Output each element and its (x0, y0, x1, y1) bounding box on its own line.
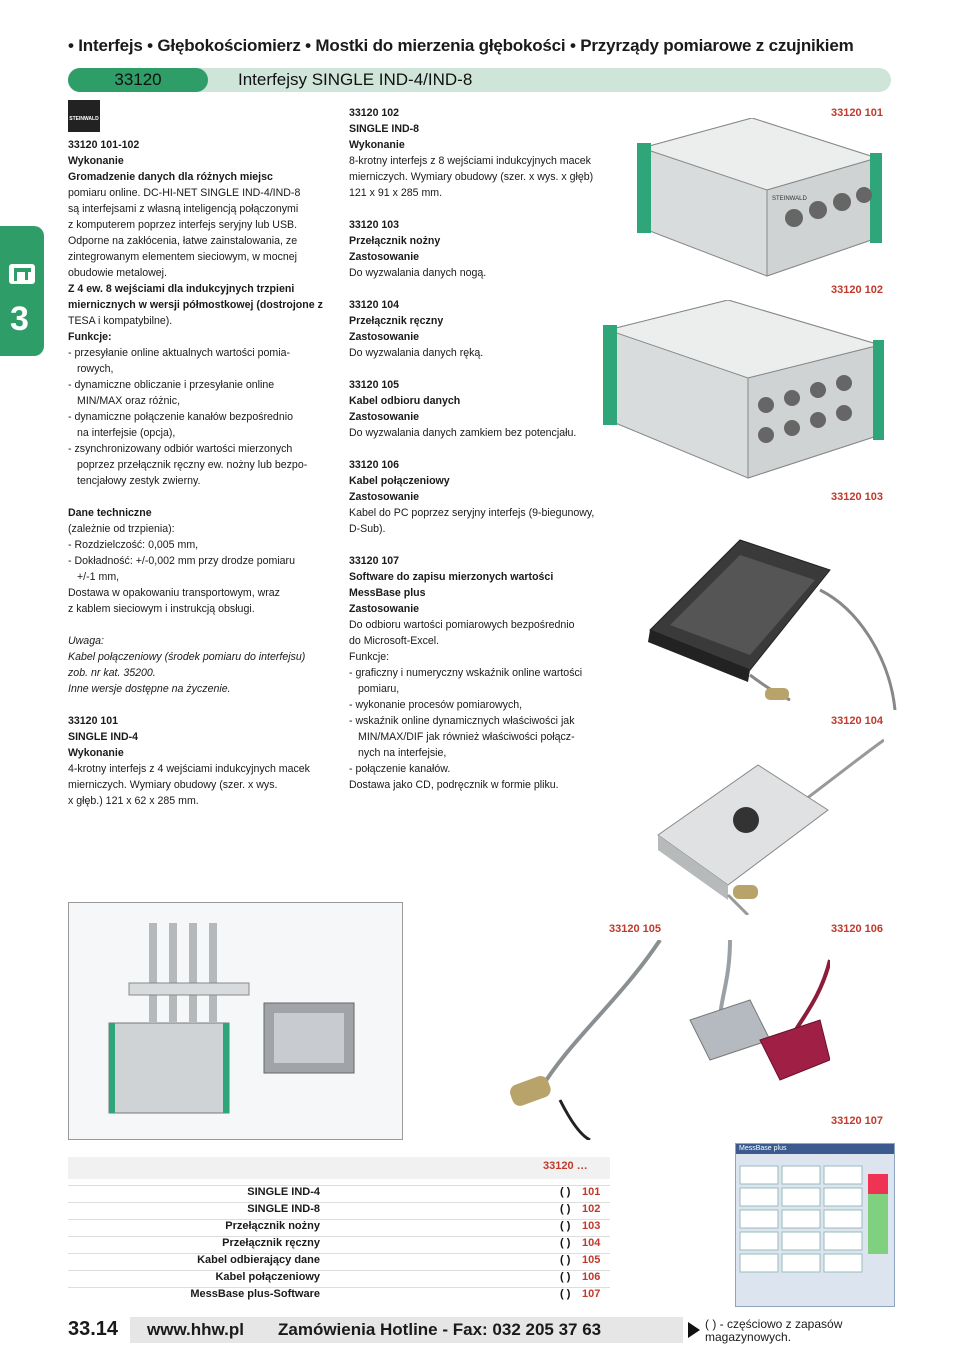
text-line: 33120 104 (349, 299, 400, 311)
text-line: - dynamiczne połączenie kanałów bezpośrednio (68, 411, 293, 423)
table-row (68, 1185, 610, 1202)
text-line: MIN/MAX oraz różnic, (77, 395, 181, 407)
text-line: Przełącznik ręczny (349, 315, 444, 327)
text-line: mierniczych. Wymiary obudowy (szer. x wys. (68, 779, 278, 791)
text-line: nych na interfejsie, (358, 747, 447, 759)
text-line: 4-krotny interfejs z 4 wejściami indukcyjnych macek (68, 763, 310, 775)
table-header: 33120 … (543, 1160, 588, 1172)
text-line: MIN/MAX/DIF jak również właściwości połącz- (358, 731, 575, 743)
row-name: Kabel odbierający dane (197, 1254, 320, 1266)
table-row (68, 1202, 610, 1219)
text-line (349, 537, 629, 553)
text-line: Przełącznik nożny (349, 235, 441, 247)
label-33120-106: 33120 106 (831, 923, 883, 935)
text-line: obudowie metalowej. (68, 267, 167, 279)
text-line: Uwaga: (68, 635, 104, 647)
chapter-number: 3 (10, 300, 29, 338)
text-line: Dostawa jako CD, podręcznik w formie pliku. (349, 779, 559, 791)
row-code: 105 (582, 1254, 601, 1266)
label-33120-105: 33120 105 (609, 923, 661, 935)
row-stock: ( ) (560, 1220, 571, 1232)
lab-setup-illustration (68, 902, 403, 1140)
row-stock: ( ) (560, 1271, 571, 1283)
label-33120-107: 33120 107 (831, 1115, 883, 1127)
row-stock: ( ) (560, 1186, 571, 1198)
text-line: 33120 103 (349, 219, 400, 231)
text-line: zob. nr kat. 35200. (68, 667, 156, 679)
banner-code: 33120 (68, 68, 208, 92)
row-code: 104 (582, 1237, 601, 1249)
text-line: Zastosowanie (349, 411, 420, 423)
row-code: 101 (582, 1186, 601, 1198)
text-line: MessBase plus (349, 587, 426, 599)
screenshot-titlebar: MessBase plus (736, 1144, 894, 1154)
label-33120-102: 33120 102 (831, 284, 883, 296)
row-name: Przełącznik nożny (225, 1220, 320, 1232)
text-line: Wykonanie (68, 747, 124, 759)
text-line: Gromadzenie danych dla różnych miejsc (68, 171, 273, 183)
text-line: x głęb.) 121 x 62 x 285 mm. (68, 795, 199, 807)
text-line: - przesyłanie online aktualnych wartości pomia- (68, 347, 290, 359)
text-line: - graficzny i numeryczny wskaźnik online wartości (349, 667, 583, 679)
text-line: z kablem sieciowym i instrukcją obsługi. (68, 603, 255, 615)
text-line: Odporne na zakłócenia, łatwe zainstalowania, ze (68, 235, 298, 247)
row-stock: ( ) (560, 1288, 571, 1300)
data-cables-image (500, 940, 830, 1140)
row-name: Przełącznik ręczny (222, 1237, 320, 1249)
text-line: z komputerem poprzez interfejs seryjny lub USB. (68, 219, 298, 231)
text-line: Funkcje: (349, 651, 390, 663)
footer-note-line1: ( ) - częściowo z zapasów (705, 1317, 843, 1331)
text-line: - Rozdzielczość: 0,005 mm, (68, 539, 199, 551)
text-line (68, 617, 333, 633)
text-line: TESA i kompatybilne). (68, 315, 173, 327)
text-line: SINGLE IND-8 (349, 123, 420, 135)
text-line: Do odbioru wartości pomiarowych bezpośrednio (349, 619, 575, 631)
banner-title: Interfejsy SINGLE IND-4/IND-8 (238, 70, 473, 89)
left-text-column (68, 137, 333, 809)
table-row (68, 1270, 610, 1287)
table-row (68, 1253, 610, 1270)
messbase-screenshot (735, 1143, 895, 1307)
text-line: Inne wersje dostępne na życzenie. (68, 683, 231, 695)
text-line: Do wyzwalania danych ręką. (349, 347, 484, 359)
text-line: Kabel odbioru danych (349, 395, 461, 407)
label-33120-103: 33120 103 (831, 491, 883, 503)
text-line: rowych, (77, 363, 114, 375)
order-table (68, 1185, 610, 1305)
footer-note-line2: magazynowych. (705, 1330, 792, 1344)
text-line: Software do zapisu mierzonych wartości (349, 571, 554, 583)
text-line: są interfejsami z własną inteligencją połączonymi (68, 203, 299, 215)
label-33120-104: 33120 104 (831, 715, 883, 727)
text-line: SINGLE IND-4 (68, 731, 139, 743)
arrow-right-icon (688, 1322, 700, 1338)
text-line: - zsynchronizowany odbiór wartości mierzonych (68, 443, 293, 455)
text-line: - wykonanie procesów pomiarowych, (349, 699, 523, 711)
text-line: Z 4 ew. 8 wejściami dla indukcyjnych trzpieni (68, 283, 295, 295)
text-line: Zastosowanie (349, 491, 420, 503)
text-line: 33120 101 (68, 715, 119, 727)
row-name: SINGLE IND-8 (247, 1203, 320, 1215)
text-line: Kabel połączeniowy (środek pomiaru do interfejsu) (68, 651, 306, 663)
footer-hotline: Zamówienia Hotline - Fax: 032 205 37 63 (278, 1320, 602, 1339)
hand-switch-image (648, 735, 884, 915)
text-line: Do wyzwalania danych nogą. (349, 267, 487, 279)
text-line: mierniczych. Wymiary obudowy (szer. x wys. x głęb) (349, 171, 594, 183)
text-line: miernicznych w wersji półmostkowej (dostrojone z (68, 299, 323, 311)
text-line: Kabel połączeniowy (349, 475, 450, 487)
text-line: Zastosowanie (349, 603, 420, 615)
footer-website-link[interactable]: www.hhw.pl (147, 1320, 244, 1339)
table-row (68, 1287, 610, 1304)
table-row (68, 1236, 610, 1253)
text-line (349, 361, 629, 377)
row-stock: ( ) (560, 1254, 571, 1266)
label-33120-101: 33120 101 (831, 107, 883, 119)
row-code: 106 (582, 1271, 601, 1283)
text-line: (zależnie od trzpienia): (68, 523, 175, 535)
text-line: 121 x 91 x 285 mm. (349, 187, 443, 199)
text-line: - wskaźnik online dynamicznych właściwości jak (349, 715, 575, 727)
text-line: 33120 105 (349, 379, 400, 391)
text-line: na interfejsie (opcja), (77, 427, 176, 439)
row-name: SINGLE IND-4 (247, 1186, 320, 1198)
text-line: pomiaru online. DC-HI-NET SINGLE IND-4/IND-8 (68, 187, 301, 199)
text-line: - Dokładność: +/-0,002 mm przy drodze pomiaru (68, 555, 295, 567)
table-row (68, 1219, 610, 1236)
header-breadcrumb: • Interfejs • Głębokościomierz • Mostki do mierzenia głębokości • Przyrządy pomiarowe z czujnikiem (68, 36, 854, 55)
text-line (349, 441, 629, 457)
logo-text: STEINWALD (69, 116, 99, 122)
row-code: 107 (582, 1288, 601, 1300)
steinwald-logo (68, 100, 100, 132)
text-line (68, 489, 333, 505)
text-line: 33120 107 (349, 555, 400, 567)
text-line: Funkcje: (68, 331, 112, 343)
row-name: Kabel połączeniowy (215, 1271, 320, 1283)
row-code: 102 (582, 1203, 601, 1215)
footer-note (705, 1318, 842, 1344)
page-number: 33.14 (68, 1318, 119, 1340)
text-line: Dostawa w opakowaniu transportowym, wraz (68, 587, 280, 599)
text-line: Wykonanie (68, 155, 124, 167)
middle-text-column (349, 105, 629, 793)
ind4-device-image (632, 118, 882, 278)
text-line: Kabel do PC poprzez seryjny interfejs (9-biegunowy, (349, 507, 595, 519)
text-line: Zastosowanie (349, 251, 420, 263)
text-line (349, 281, 629, 297)
text-line: pomiaru, (358, 683, 400, 695)
text-line: poprzez przełącznik ręczny ew. nożny lub bezpo- (77, 459, 308, 471)
text-line: Zastosowanie (349, 331, 420, 343)
text-line: +/-1 mm, (77, 571, 120, 583)
row-code: 103 (582, 1220, 601, 1232)
row-name: MessBase plus-Software (190, 1288, 320, 1300)
text-line (68, 697, 333, 713)
row-stock: ( ) (560, 1237, 571, 1249)
text-line: 33120 101-102 (68, 139, 140, 151)
text-line: 33120 102 (349, 107, 400, 119)
table-header-bar (68, 1157, 610, 1179)
text-line: do Microsoft-Excel. (349, 635, 440, 647)
text-line: zintegrowanym elementem sieciowym, w mocnej (68, 251, 298, 263)
row-stock: ( ) (560, 1203, 571, 1215)
text-line: tencjałowy zestyk zwierny. (77, 475, 201, 487)
ind8-device-image (598, 300, 884, 480)
text-line: 8-krotny interfejs z 8 wejściami indukcyjnych macek (349, 155, 591, 167)
caliper-icon (6, 258, 38, 290)
text-line: 33120 106 (349, 459, 400, 471)
device-brand-text: STEINWALD (772, 196, 807, 202)
foot-switch-image (630, 510, 900, 710)
text-line (349, 201, 629, 217)
text-line: D-Sub). (349, 523, 386, 535)
text-line: - połączenie kanałów. (349, 763, 451, 775)
text-line: Dane techniczne (68, 507, 152, 519)
text-line: Wykonanie (349, 139, 405, 151)
text-line: Do wyzwalania danych zamkiem bez potencjału. (349, 427, 577, 439)
text-line: - dynamiczne obliczanie i przesyłanie online (68, 379, 275, 391)
